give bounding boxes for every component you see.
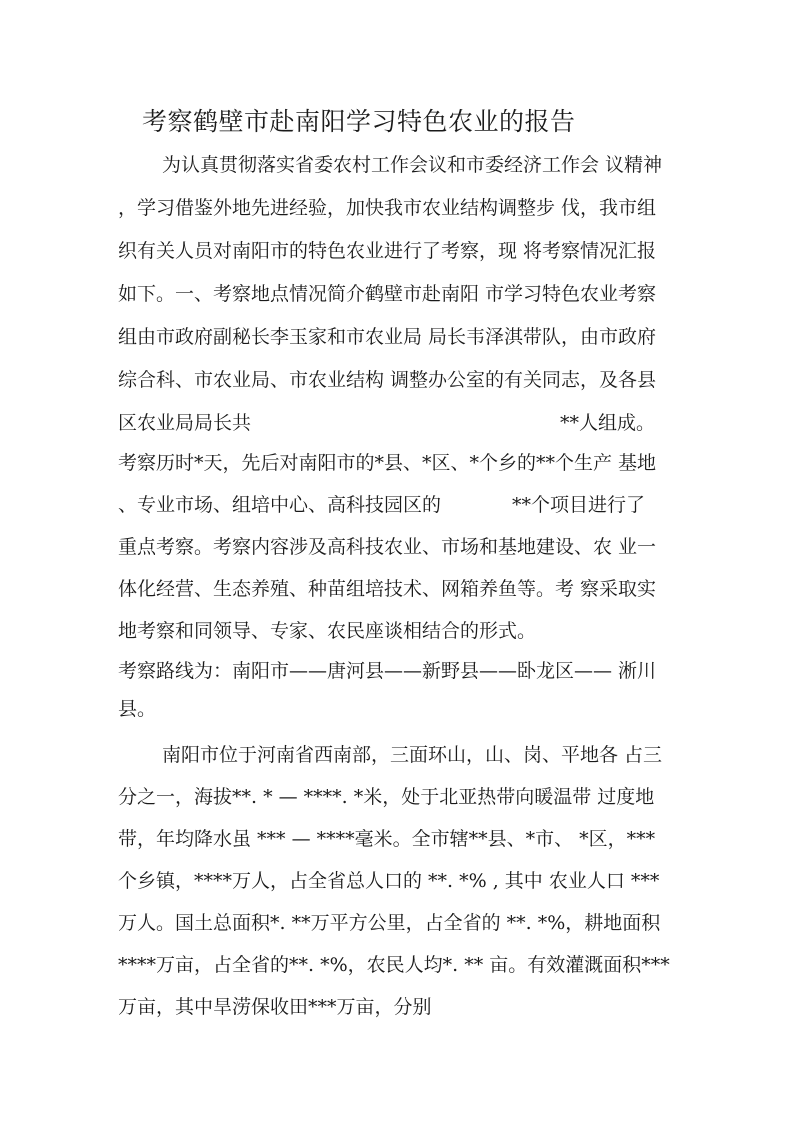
paragraph-line: 万人。国土总面积*. **万平方公里，占全省的 **. *%，耕地面积 <box>118 912 661 934</box>
paragraph-line: 区农业局局长共 <box>118 412 252 434</box>
paragraph-line: 织有关人员对南阳市的特色农业进行了考察，现 将考察情况汇报 <box>118 240 657 262</box>
paragraph-line: 南阳市位于河南省西南部，三面环山，山、岗、平地各 占三 <box>162 744 663 766</box>
paragraph-line: 重点考察。考察内容涉及高科技农业、市场和基地建设、农 业一 <box>118 536 657 558</box>
paragraph-line: 个乡镇，****万人，占全省总人口的 **. *% , 其中 农业人口 *** <box>118 870 660 892</box>
paragraph-line: ，学习借鉴外地先进经验，加快我市农业结构调整步 伐，我市组 <box>118 197 657 219</box>
paragraph-line: 组由市政府副秘长李玉家和市农业局 局长韦泽淇带队，由市政府 <box>118 326 657 348</box>
paragraph-line: 考察路线为：南阳市——唐河县——新野县——卧龙区—— 淅川 <box>118 660 657 682</box>
document-title: 考察鹤壁市赴南阳学习特色农业的报告 <box>142 107 576 136</box>
paragraph-line: 地考察和同领导、专家、农民座谈相结合的形式。 <box>118 620 537 642</box>
paragraph-line: 为认真贯彻落实省委农村工作会议和市委经济工作会 议精神 <box>162 154 663 176</box>
paragraph-line: 带，年均降水虽 *** — ****毫米。全市辖**县、*市、 *区，*** <box>118 828 656 850</box>
paragraph-line: 体化经营、生态养殖、种苗组培技术、网箱养鱼等。考 察采取实 <box>118 578 657 600</box>
paragraph-line: 综合科、市农业局、市农业结构 调整办公室的有关同志，及各县 <box>118 369 657 391</box>
paragraph-line-tail: **人组成。 <box>560 412 656 434</box>
paragraph-line: ****万亩，占全省的**. *%，农民人均*. ** 亩。有效灌溉面积*** <box>118 954 670 976</box>
paragraph-line: 万亩，其中旱涝保收田***万亩，分别 <box>118 996 432 1018</box>
paragraph-line: 考察历时*天，先后对南阳市的*县、*区、*个乡的**个生产 基地 <box>118 452 657 474</box>
paragraph-line: 县。 <box>118 698 157 720</box>
paragraph-line: 、专业市场、组培中心、高科技园区的 <box>118 494 442 516</box>
paragraph-line-tail: **个项目进行了 <box>512 494 646 516</box>
paragraph-line: 如下。一、考察地点情况简介鹤壁市赴南阳 市学习特色农业考察 <box>118 283 657 305</box>
paragraph-line: 分之一，海拔**. * — ****. *米，处于北亚热带向暖温带 过度地 <box>118 786 655 808</box>
